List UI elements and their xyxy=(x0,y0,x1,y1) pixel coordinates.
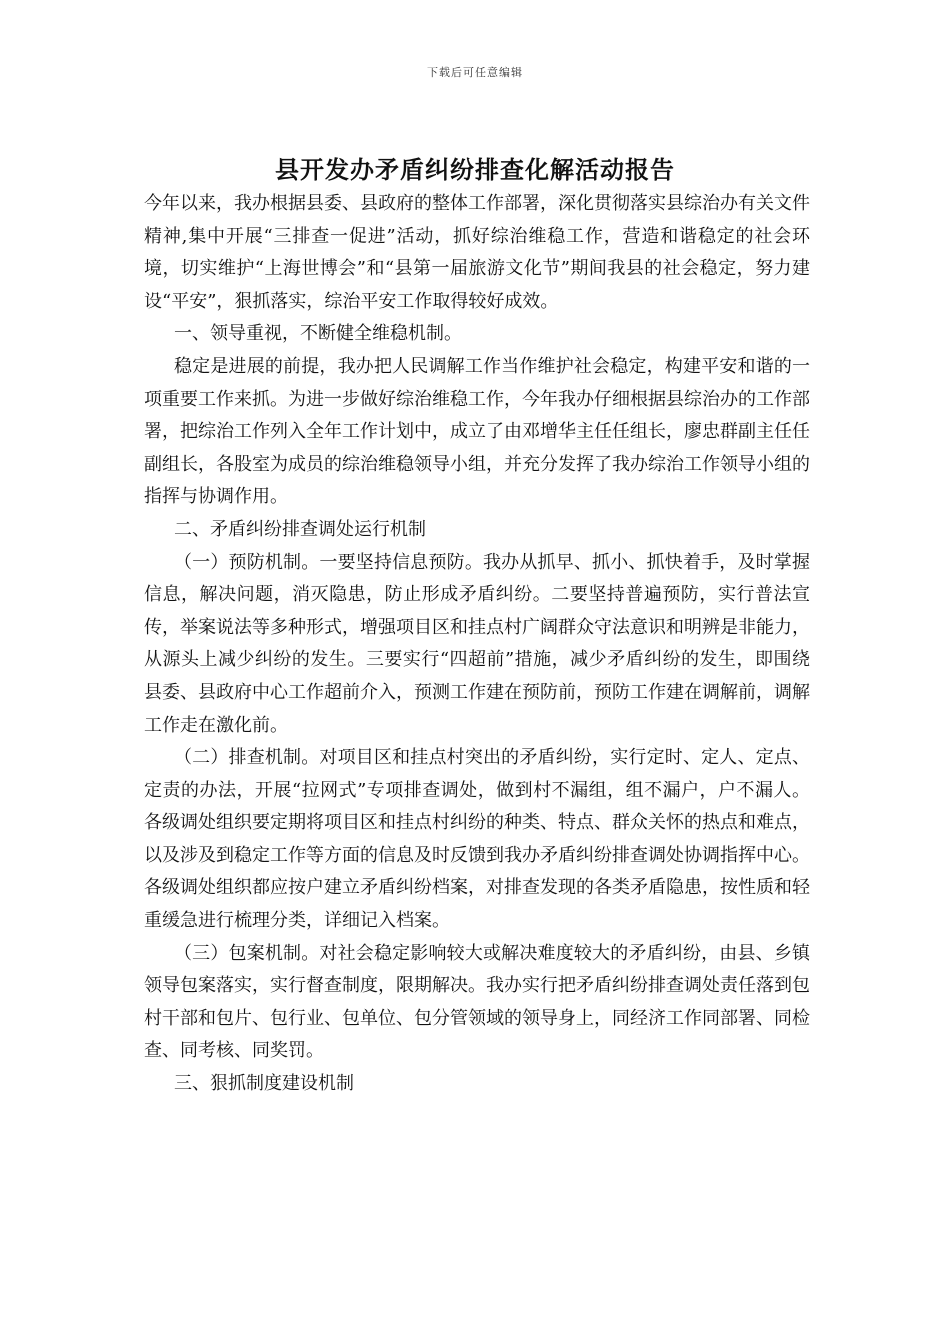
document-body xyxy=(144,188,810,1101)
paragraph-leadership: 稳定是进展的前提，我办把人民调解工作当作维护社会稳定，构建平安和谐的一项重要工作来抓。为进一步做好综治维稳工作，今年我办仔细根据县综治办的工作部署，把综治工作列入全年工作计划中，成立了由邓增华主任任组长，廖忠群副主任任副组长，各股室为成员的综治维稳领导小组，并充分发挥了我办综治工作领导小组的指挥与协调作用。 xyxy=(144,355,810,508)
section-heading-2: 二、矛盾纠纷排查调处运行机制 xyxy=(174,518,426,540)
document-title: 县开发办矛盾纠纷排查化解活动报告 xyxy=(275,155,675,184)
paragraph-case-responsibility: （三）包案机制。对社会稳定影响较大或解决难度较大的矛盾纠纷，由县、乡镇领导包案落实，实行督查制度，限期解决。我办实行把矛盾纠纷排查调处责任落到包村干部和包片、包行业、包单位、包分管领域的领导身上，同经济工作同部署、同检查、同考核、同奖罚。 xyxy=(144,942,810,1062)
paragraph-intro: 今年以来，我办根据县委、县政府的整体工作部署，深化贯彻落实县综治办有关文件精神,集中开展“三排查一促进”活动，抓好综治维稳工作，营造和谐稳定的社会环境，切实维护“上海世博会”和“县第一届旅游文化节”期间我县的社会稳定，努力建设“平安”，狠抓落实，综治平安工作取得较好成效。 xyxy=(144,193,810,312)
section-heading-3: 三、狠抓制度建设机制 xyxy=(174,1073,354,1095)
section-heading-1: 一、领导重视，不断健全维稳机制。 xyxy=(174,323,462,345)
paragraph-prevention: （一）预防机制。一要坚持信息预防。我办从抓早、抓小、抓快着手，及时掌握信息，解决问题，消灭隐患，防止形成矛盾纠纷。二要坚持普遍预防，实行普法宣传，举案说法等多种形式，增强项目区和挂点村广阔群众守法意识和明辨是非能力，从源头上减少纠纷的发生。三要实行“四超前”措施，减少矛盾纠纷的发生，即围绕县委、县政府中心工作超前介入，预测工作建在预防前，预防工作建在调解前，调解工作走在激化前。 xyxy=(144,551,810,736)
paragraph-investigation: （二）排查机制。对项目区和挂点村突出的矛盾纠纷，实行定时、定人、定点、定责的办法，开展“拉网式”专项排查调处，做到村不漏组，组不漏户，户不漏人。各级调处组织要定期将项目区和挂点村纠纷的种类、特点、群众关怀的热点和难点，以及涉及到稳定工作等方面的信息及时反馈到我办矛盾纠纷排查调处协调指挥中心。各级调处组织都应按户建立矛盾纠纷档案，对排查发现的各类矛盾隐患，按性质和轻重缓急进行梳理分类，详细记入档案。 xyxy=(144,747,810,932)
header-note: 下载后可任意编辑 xyxy=(427,66,523,79)
